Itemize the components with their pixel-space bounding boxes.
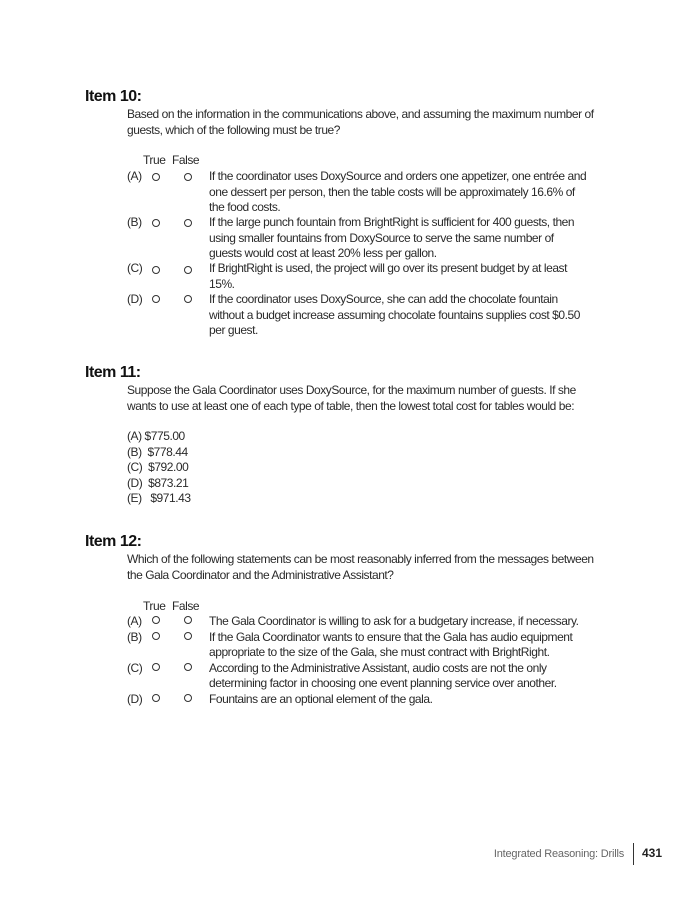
choice-text: $775.00 (144, 429, 185, 443)
statement-label: (B) (127, 629, 142, 644)
statement-text: If the coordinator uses DoxySource, she can add the chocolate fountain without a budget increase assuming chocolate fountains supplies cost $0.50 per guest. (209, 292, 580, 337)
statement-label: (B) (127, 215, 142, 229)
item-10-heading: Item 10: (85, 88, 142, 105)
choice-label: (A) (127, 429, 142, 443)
choice-a[interactable] (127, 429, 185, 445)
item-11-question: Suppose the Gala Coordinator uses DoxySource, for the maximum number of guests. If she wants to use at least one of each type of table, then the lowest total cost for tables would be: (127, 383, 576, 413)
statement-text: According to the Administrative Assistant, audio costs are not the only determining factor in choosing one event planning service over another. (209, 660, 557, 690)
footer-section-title: Integrated Reasoning: Drills (493, 848, 624, 860)
true-radio[interactable] (152, 663, 160, 671)
false-header: False (172, 153, 200, 167)
statement-label: (C) (127, 660, 143, 675)
false-header: False (172, 599, 200, 613)
statement-text: If the large punch fountain from BrightRight is sufficient for 400 guests, then using smaller fountains from DoxySource to serve the same number of guests would cost at least 20% less per gallon. (209, 215, 575, 260)
statement-label: (D) (127, 292, 143, 306)
statement-text: The Gala Coordinator is willing to ask for a budgetary increase, if necessary. (209, 614, 579, 628)
choice-text: $873.21 (148, 475, 189, 490)
statement-text: If BrightRight is used, the project will go over its present budget by at least 15%. (209, 261, 567, 291)
true-radio[interactable] (152, 694, 160, 702)
statement-label: (C) (127, 261, 143, 275)
false-radio[interactable] (184, 616, 192, 624)
statement-text: Fountains are an optional element of the gala. (209, 691, 433, 706)
item-12-heading: Item 12: (85, 533, 142, 550)
true-radio[interactable] (152, 219, 160, 227)
choice-b[interactable] (127, 445, 188, 461)
true-header: True (143, 599, 166, 613)
false-radio[interactable] (184, 266, 192, 274)
item-10-question: Based on the information in the communications above, and assuming the maximum number of guests, which of the following must be true? (127, 107, 594, 137)
false-radio[interactable] (184, 219, 192, 227)
choice-label: (D) (127, 475, 143, 490)
statement-text: If the Gala Coordinator wants to ensure that the Gala has audio equipment appropriate to the size of the Gala, she must contract with BrightRight. (209, 629, 573, 659)
choice-text: $778.44 (147, 444, 188, 459)
choice-e[interactable] (127, 491, 191, 507)
choice-text: $792.00 (148, 460, 189, 474)
item-11-heading: Item 11: (85, 364, 141, 381)
true-radio[interactable] (152, 632, 160, 640)
false-radio[interactable] (184, 663, 192, 671)
footer-divider (633, 843, 634, 865)
choice-d[interactable] (127, 476, 188, 492)
true-radio[interactable] (152, 616, 160, 624)
false-radio[interactable] (184, 295, 192, 303)
item-12-question: Which of the following statements can be most reasonably inferred from the messages between the Gala Coordinator and the Administrative Assistant? (127, 552, 594, 582)
statement-label: (A) (127, 614, 142, 628)
statement-text: If the coordinator uses DoxySource and orders one appetizer, one entrée and one dessert per person, then the table costs will be approximately 16.6% of the food costs. (209, 169, 587, 214)
page-number: 431 (642, 846, 663, 860)
statement-label: (D) (127, 691, 143, 706)
choice-c[interactable] (127, 460, 188, 476)
false-radio[interactable] (184, 694, 192, 702)
true-header: True (143, 153, 166, 167)
true-radio[interactable] (152, 173, 160, 181)
false-radio[interactable] (184, 173, 192, 181)
true-radio[interactable] (152, 295, 160, 303)
choice-label: (B) (127, 444, 142, 459)
true-radio[interactable] (152, 266, 160, 274)
false-radio[interactable] (184, 632, 192, 640)
statement-label: (A) (127, 169, 142, 183)
choice-label: (E) (127, 491, 142, 505)
choice-text: $971.43 (150, 491, 191, 505)
choice-label: (C) (127, 460, 143, 474)
